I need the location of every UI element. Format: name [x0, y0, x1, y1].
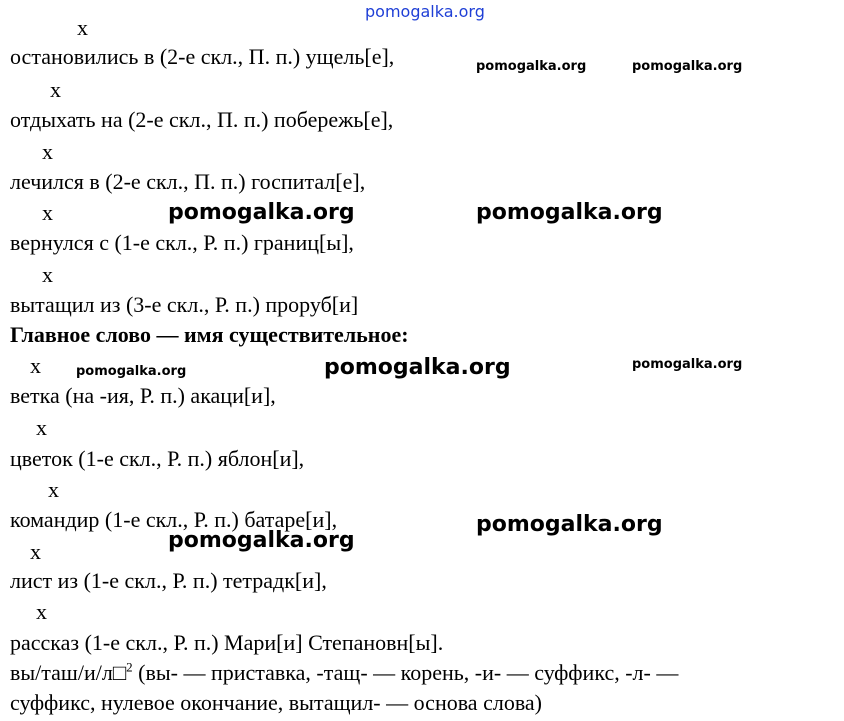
text-line: рассказ (1-е скл., Р. п.) Мари[и] Степановн[ы]. — [10, 630, 444, 655]
accent-mark: x — [42, 139, 53, 164]
watermark: pomogalka.org — [632, 357, 743, 372]
accent-mark: x — [36, 599, 47, 624]
morph-word: вы/таш/и/л□ — [10, 660, 127, 685]
watermark: pomogalka.org — [168, 200, 355, 225]
accent-mark: x — [42, 200, 53, 225]
accent-mark: x — [30, 539, 41, 564]
accent-mark: x — [30, 353, 41, 378]
text-line: отдыхать на (2-е скл., П. п.) побережь[е], — [10, 107, 394, 132]
text-line: лечился в (2-е скл., П. п.) госпитал[е], — [10, 169, 366, 194]
accent-mark: x — [77, 15, 88, 40]
text-line: вернулся с (1-е скл., Р. п.) границ[ы], — [10, 230, 354, 255]
watermark: pomogalka.org — [632, 59, 743, 74]
text-line: ветка (на -ия, Р. п.) акаци[и], — [10, 383, 276, 408]
watermark: pomogalka.org — [168, 528, 355, 553]
morph-analysis-line — [10, 660, 678, 686]
morph-explanation: (вы- — приставка, -тащ- — корень, -и- — суффикс, -л- — — [132, 660, 679, 685]
text-line: цветок (1-е скл., Р. п.) яблон[и], — [10, 446, 305, 471]
watermark: pomogalka.org — [476, 200, 663, 225]
accent-mark: x — [48, 477, 59, 502]
section-heading: Главное слово — имя существительное: — [10, 322, 409, 347]
watermark: pomogalka.org — [76, 364, 187, 379]
text-line: лист из (1-е скл., Р. п.) тетрадк[и], — [10, 568, 327, 593]
accent-mark: x — [42, 262, 53, 287]
watermark-top: pomogalka.org — [365, 2, 485, 21]
accent-mark: x — [36, 415, 47, 440]
watermark: pomogalka.org — [476, 512, 663, 537]
text-line: вытащил из (3-е скл., Р. п.) проруб[и] — [10, 292, 359, 317]
text-line: командир (1-е скл., Р. п.) батаре[и], — [10, 507, 338, 532]
text-line: остановились в (2-е скл., П. п.) ущель[е], — [10, 44, 395, 69]
accent-mark: x — [50, 77, 61, 102]
morph-superscript: 2 — [126, 659, 133, 675]
watermark: pomogalka.org — [476, 59, 587, 74]
morph-analysis-line-2: суффикс, нулевое окончание, вытащил- — основа слова) — [10, 690, 543, 715]
watermark: pomogalka.org — [324, 355, 511, 380]
